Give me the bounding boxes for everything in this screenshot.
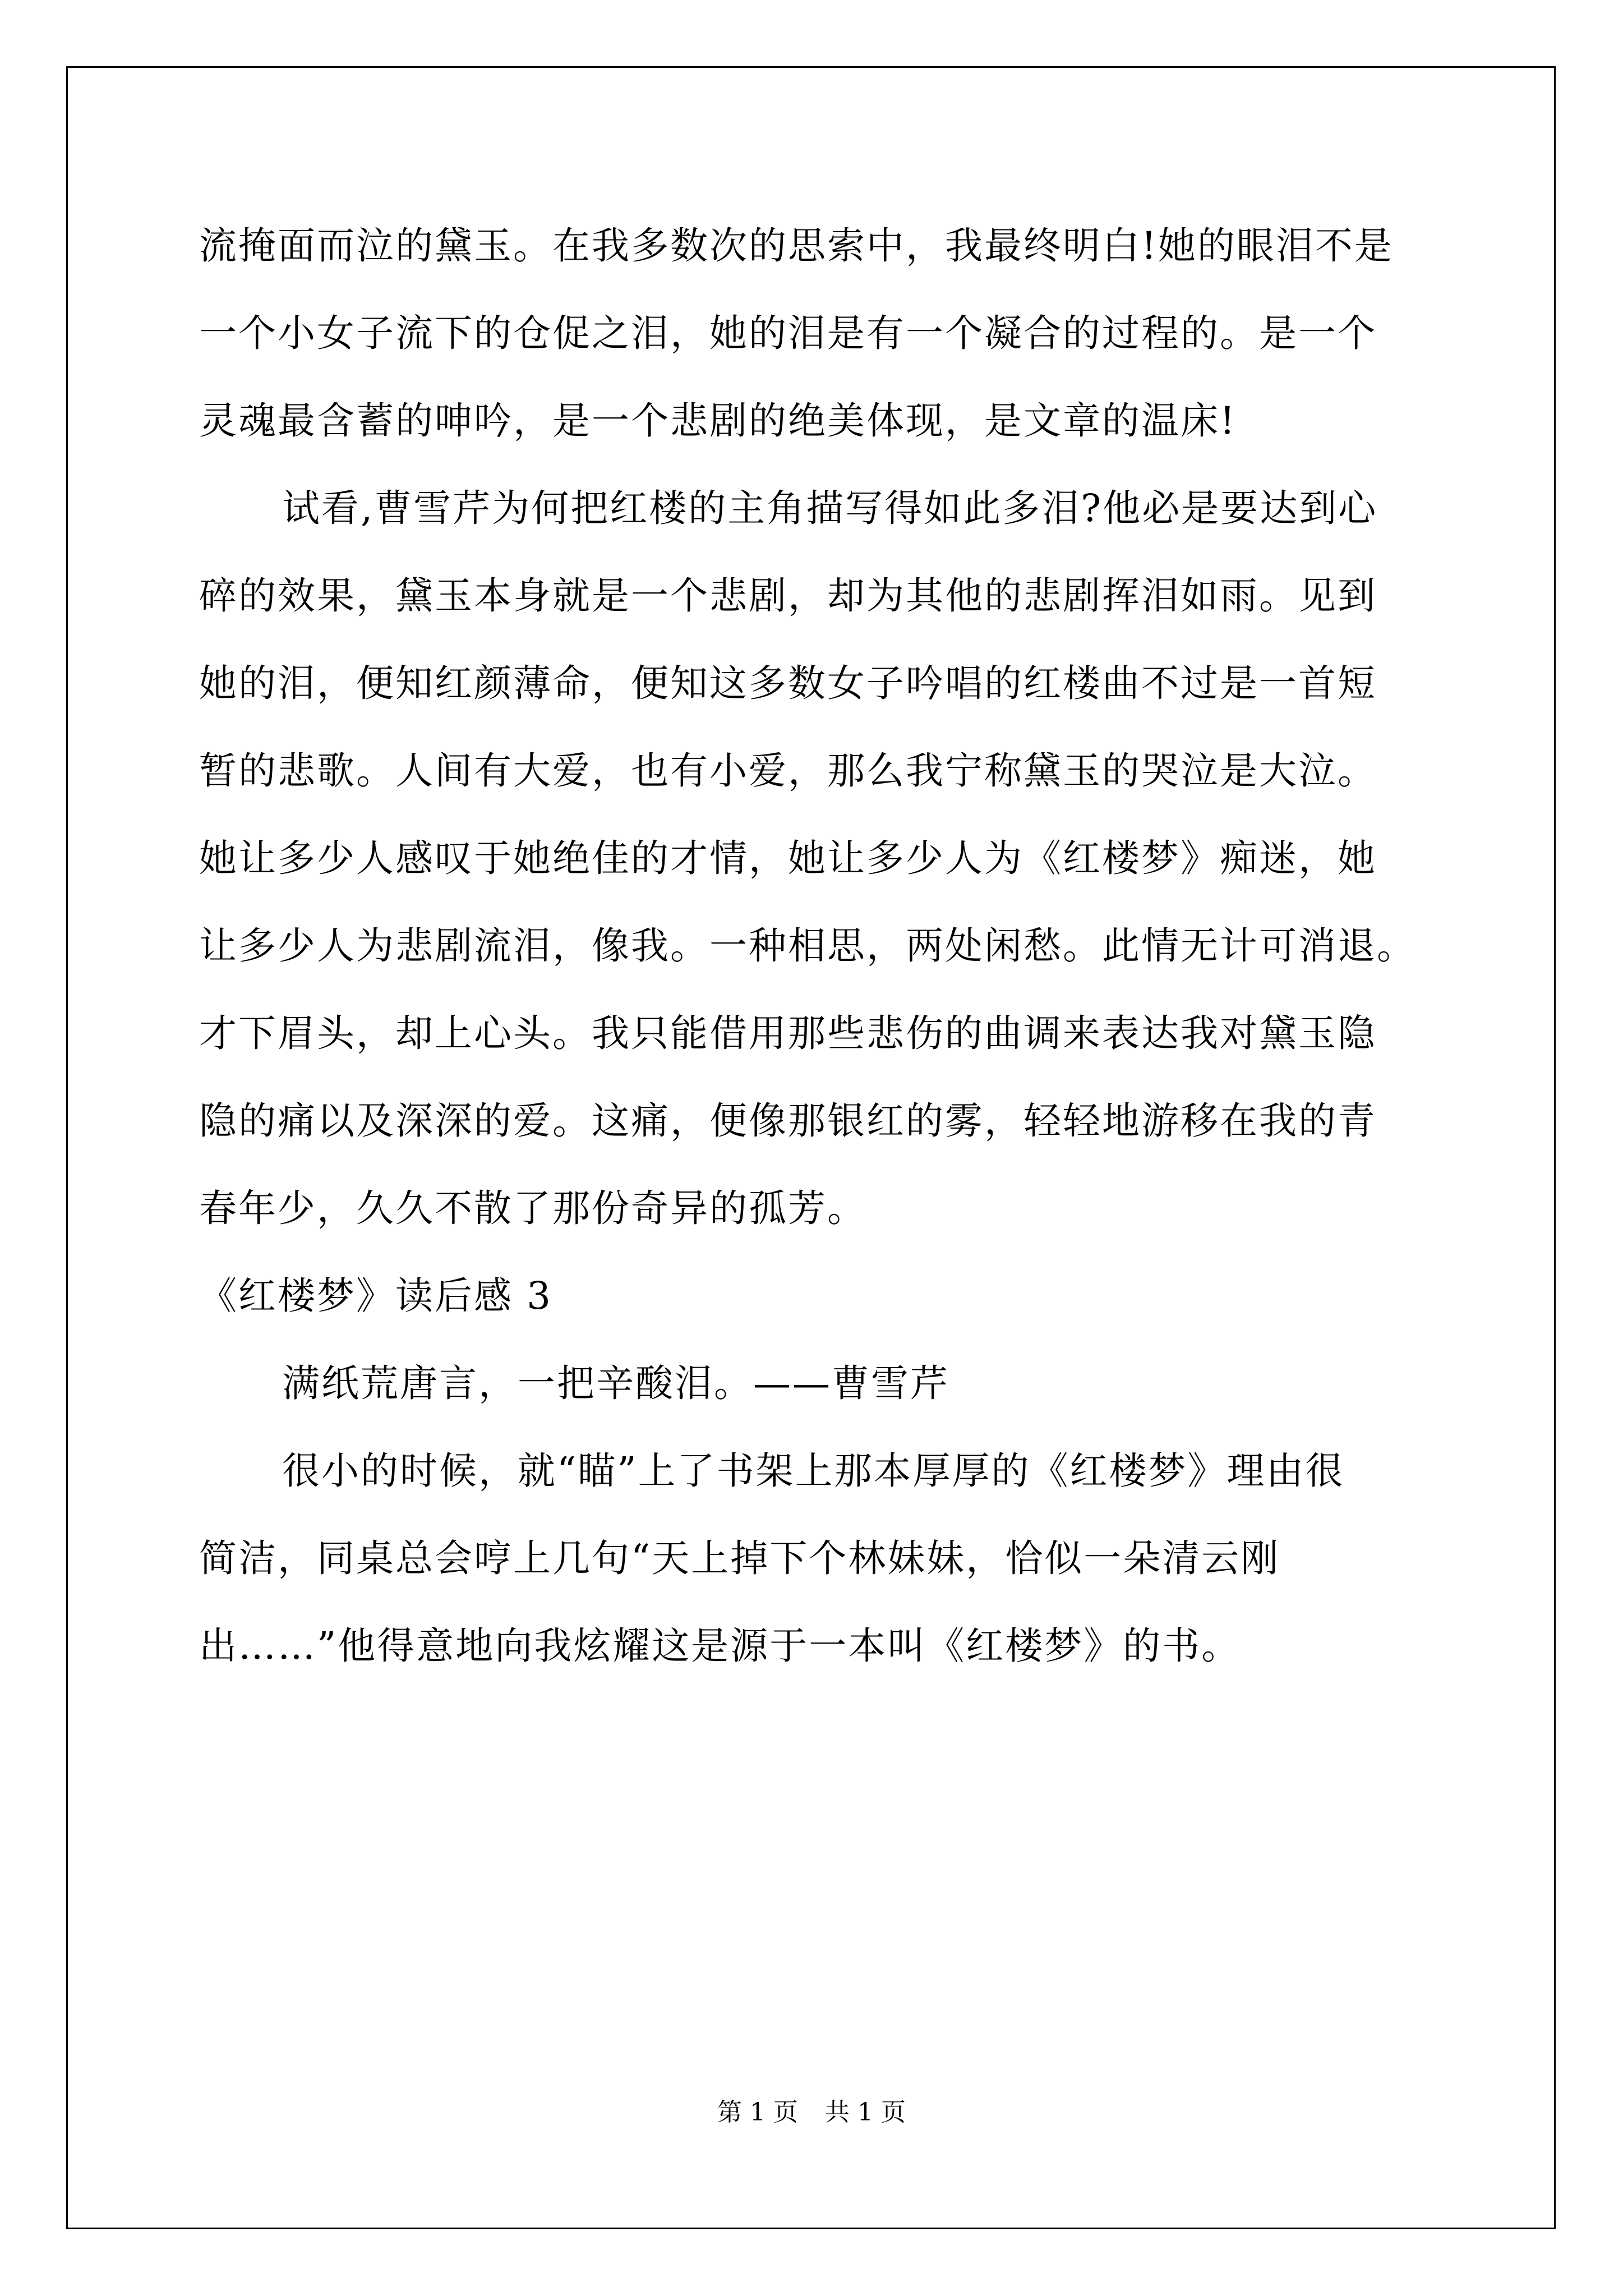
page-total-label: 共 1 页 bbox=[825, 2098, 906, 2127]
text-line-9: 让多少人为悲剧流泪，像我。一种相思，两处闲愁。此情无计可消退。 bbox=[199, 924, 1416, 968]
text-line-1: 流掩面而泣的黛玉。在我多数次的思索中，我最终明白!她的眼泪不是 bbox=[199, 224, 1394, 268]
text-line-15: 很小的时候，就“瞄”上了书架上那本厚厚的《红楼梦》理由很 bbox=[282, 1449, 1345, 1493]
section-heading: 《红楼梦》读后感 3 bbox=[199, 1274, 552, 1318]
text-line-10: 才下眉头，却上心头。我只能借用那些悲伤的曲调来表达我对黛玉隐 bbox=[199, 1011, 1377, 1055]
page-footer bbox=[0, 2096, 1623, 2129]
text-line-8: 她让多少人感叹于她绝佳的才情，她让多少人为《红楼梦》痴迷，她 bbox=[199, 836, 1377, 880]
text-line-2: 一个小女子流下的仓促之泪，她的泪是有一个凝合的过程的。是一个 bbox=[199, 311, 1377, 355]
page-number-label: 第 1 页 bbox=[717, 2098, 798, 2127]
text-line-3: 灵魂最含蓄的呻吟，是一个悲剧的绝美体现，是文章的温床! bbox=[199, 399, 1237, 443]
text-line-5: 碎的效果，黛玉本身就是一个悲剧，却为其他的悲剧挥泪如雨。见到 bbox=[199, 574, 1377, 618]
document-body bbox=[199, 202, 1467, 1690]
text-line-17: 出……”他得意地向我炫耀这是源于一本叫《红楼梦》的书。 bbox=[199, 1624, 1241, 1668]
epigraph-line: 满纸荒唐言，一把辛酸泪。——曹雪芹 bbox=[282, 1361, 949, 1405]
text-line-12: 春年少，久久不散了那份奇异的孤芳。 bbox=[199, 1186, 866, 1230]
text-line-11: 隐的痛以及深深的爱。这痛，便像那银红的雾，轻轻地游移在我的青 bbox=[199, 1099, 1377, 1143]
text-line-16: 简洁，同桌总会哼上几句“天上掉下个林妹妹，恰似一朵清云刚 bbox=[199, 1536, 1280, 1580]
text-line-4: 试看,曹雪芹为何把红楼的主角描写得如此多泪?他必是要达到心 bbox=[282, 486, 1378, 530]
text-line-7: 暂的悲歌。人间有大爱，也有小爱，那么我宁称黛玉的哭泣是大泣。 bbox=[199, 749, 1377, 793]
text-line-6: 她的泪，便知红颜薄命，便知这多数女子吟唱的红楼曲不过是一首短 bbox=[199, 661, 1377, 705]
